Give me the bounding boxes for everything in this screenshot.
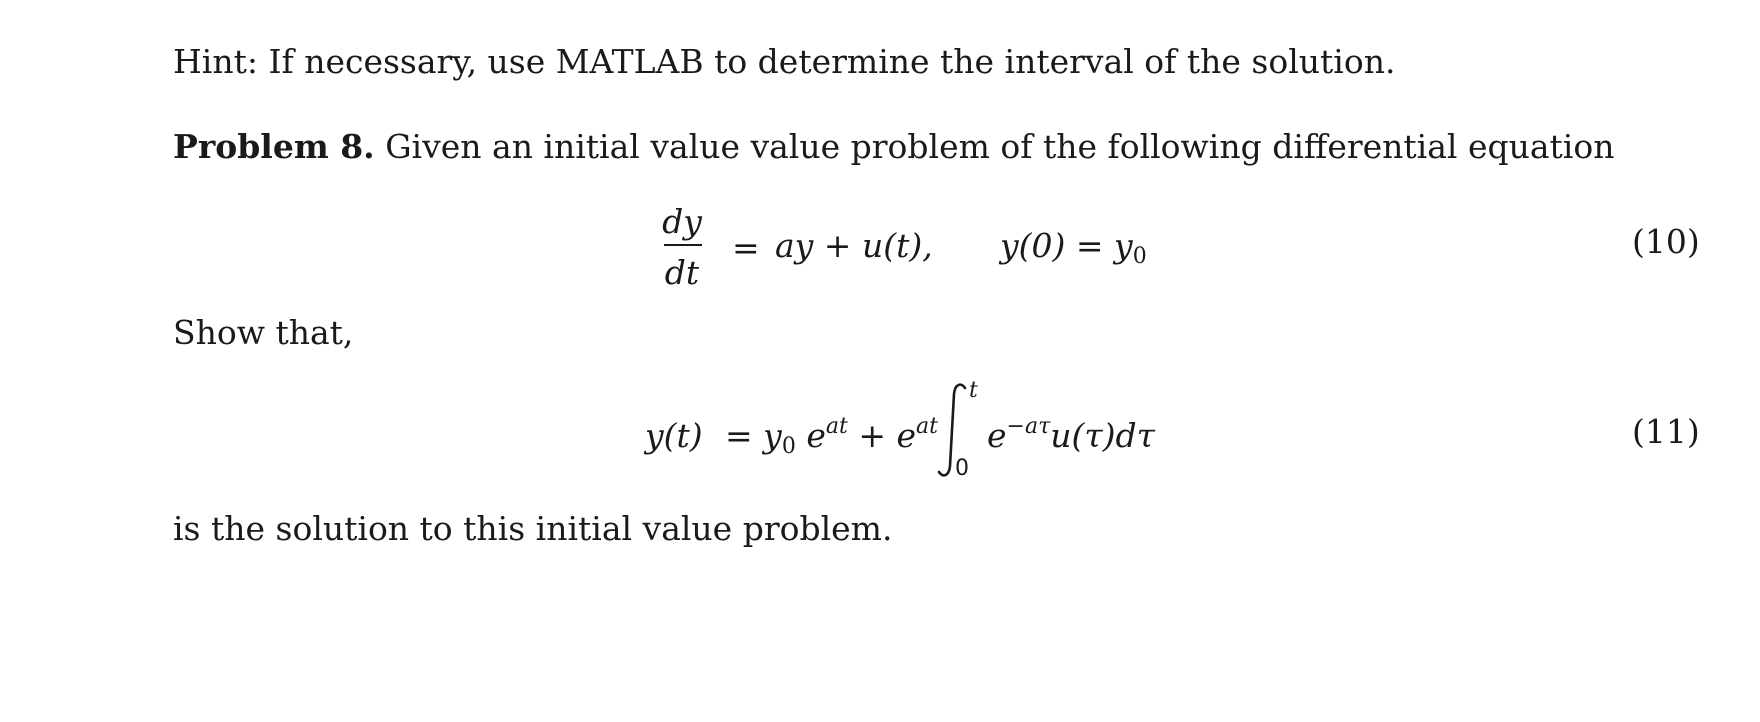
integral-upper-limit: t [969,378,978,403]
integrand-exponent: −aτ [1006,414,1051,439]
equals-sign: = [732,228,760,267]
problem-label: Problem 8. [173,127,375,166]
solution-lhs: y(t) [645,416,703,455]
show-text: Show that, [173,313,354,352]
exp-term-2-exponent: at [916,414,938,439]
initial-condition [1000,226,1147,269]
ic-rhs: y [1114,226,1133,265]
y0-term: y [763,416,782,455]
fraction-numerator: dy [662,202,702,241]
equation-number-11: (11) [1632,412,1700,451]
integrand [987,416,1155,455]
equation-11 [645,380,1205,490]
solution-rhs-terms [725,414,938,459]
problem-text: Given an initial value value problem of the following differential equation [385,127,1615,166]
ic-lhs: y(0) = [1000,226,1104,265]
plus-sign: + [858,416,886,455]
problem-statement [173,127,1615,166]
exp-term-1-exponent: at [825,414,848,439]
integrand-exp: e [987,416,1007,455]
exp-term-2: e [896,416,916,455]
conclusion-text: is the solution to this initial value problem. [173,509,893,548]
exp-term-1: e [806,416,826,455]
integrand-rest: u(τ)dτ [1050,416,1155,455]
integral-lower-limit: 0 [955,456,969,481]
equation-number-10: (10) [1632,222,1700,261]
y0-subscript: 0 [781,434,796,459]
fraction-denominator: dt [664,253,700,292]
ic-subscript: 0 [1132,244,1147,269]
equation-rhs: ay + u(t), [775,226,933,265]
fraction-bar [664,244,702,246]
hint-text: Hint: If necessary, use MATLAB to determine the interval of the solution. [173,42,1396,81]
equals-sign: = [725,416,753,455]
